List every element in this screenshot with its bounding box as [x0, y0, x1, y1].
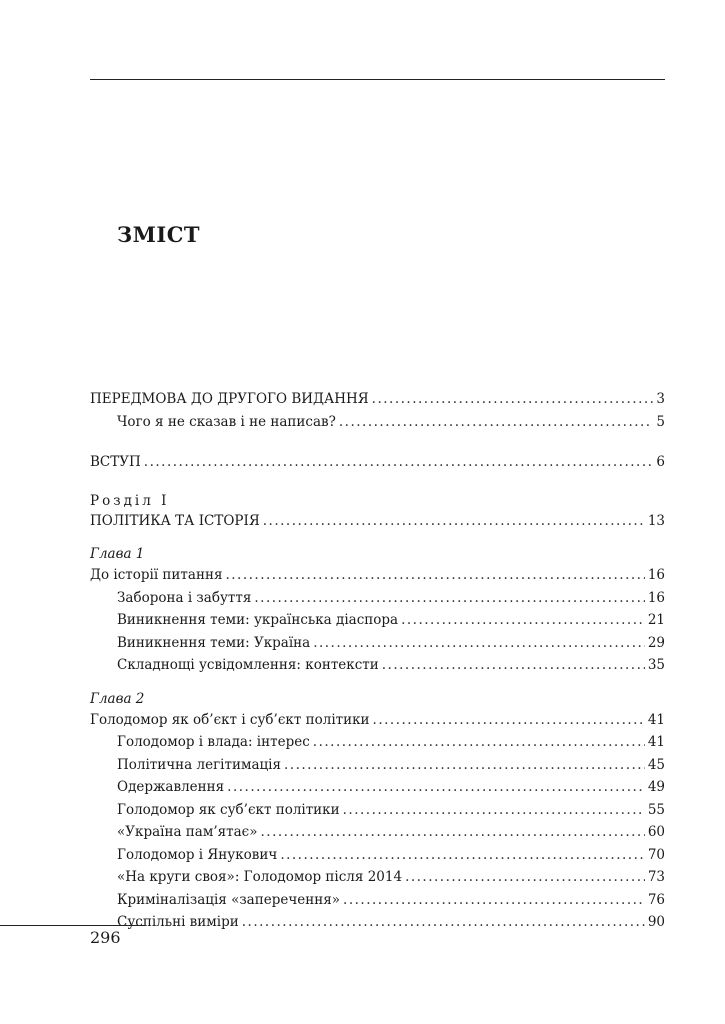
leader-dots: [263, 510, 645, 533]
toc-entry-page: 41: [647, 734, 665, 750]
toc-entry-title: ВСТУП: [90, 454, 141, 470]
toc-entry-page: 45: [647, 756, 665, 773]
toc-entry-page: 73: [647, 869, 665, 885]
leader-dots: [225, 564, 644, 587]
toc-entry-page: 3: [656, 391, 665, 407]
toc-entry-title: Суспільні виміри: [117, 914, 239, 930]
toc-entry-page: 21: [647, 612, 665, 628]
toc-entry[interactable]: [90, 632, 665, 655]
toc-entry-title: ПЕРЕДМОВА ДО ДРУГОГО ВИДАННЯ: [90, 391, 369, 407]
toc-entry-title: Одержавлення: [117, 779, 225, 795]
toc-entry[interactable]: [90, 844, 665, 867]
toc-entry-title: Криміналізація «заперечення»: [117, 891, 341, 908]
toc-entry-title: Голодомор і влада: інтерес: [117, 734, 310, 750]
leader-dots: [313, 731, 645, 754]
leader-dots: [382, 654, 645, 677]
leader-dots: [343, 799, 645, 822]
leader-dots: [343, 889, 645, 912]
leader-dots: [401, 609, 645, 632]
page-number: 296: [90, 928, 121, 947]
toc-entry[interactable]: [90, 889, 665, 912]
toc-entry-title: Виникнення теми: українська діаспора: [117, 612, 399, 628]
spacer: [90, 474, 665, 492]
toc-entry-section1[interactable]: [90, 510, 665, 533]
toc-entry-title: Голодомор як суб’єкт політики: [117, 801, 340, 818]
leader-dots: [372, 388, 654, 411]
toc-entry-page: 16: [647, 567, 665, 583]
leader-dots: [284, 754, 645, 777]
spacer: [90, 433, 665, 451]
toc-entry[interactable]: [90, 821, 665, 844]
page-title: ЗМІСТ: [117, 222, 201, 247]
leader-dots: [261, 821, 645, 844]
chapter-label: Глава 1: [90, 546, 145, 562]
leader-dots: [405, 866, 645, 889]
toc-entry-title: Заборона і забуття: [117, 589, 252, 606]
leader-dots: [280, 844, 645, 867]
toc-entry-title: «Україна пам’ятає»: [117, 824, 258, 840]
leader-dots: [227, 776, 645, 799]
toc-entry-page: 76: [647, 891, 665, 908]
toc-entry-title: Голодомор як об’єкт і суб’єкт політики: [90, 711, 370, 728]
toc-entry-title: ПОЛІТИКА ТА ІСТОРІЯ: [90, 512, 260, 529]
toc-entry-page: 5: [656, 413, 665, 430]
toc-entry[interactable]: [90, 731, 665, 754]
toc-entry-chapter1[interactable]: [90, 564, 665, 587]
leader-dots: [373, 709, 645, 732]
toc-entry[interactable]: [90, 911, 665, 934]
toc-entry-page: 13: [647, 512, 665, 529]
toc-entry-page: 60: [647, 824, 665, 840]
toc-entry[interactable]: [90, 587, 665, 610]
toc-entry-title: Складнощі усвідомлення: контексти: [117, 657, 379, 673]
toc-entry-chapter2[interactable]: [90, 709, 665, 732]
leader-dots: [339, 411, 654, 434]
toc-entry-page: 55: [647, 801, 665, 818]
toc-entry-page: 29: [647, 634, 665, 651]
table-of-contents: [90, 388, 665, 934]
toc-entry-title: «На круги своя»: Голодомор після 2014: [117, 869, 403, 885]
toc-entry-page: 90: [647, 914, 665, 930]
toc-entry-preface[interactable]: [90, 388, 665, 411]
leader-dots: [254, 587, 644, 610]
leader-dots: [242, 911, 645, 934]
toc-entry[interactable]: [90, 754, 665, 777]
spacer: [90, 677, 665, 689]
toc-entry-title: Голодомор і Янукович: [117, 846, 278, 863]
toc-entry-title: Виникнення теми: Україна: [117, 634, 311, 651]
chapter-label: Глава 2: [90, 690, 145, 707]
toc-entry[interactable]: [90, 654, 665, 677]
toc-entry-page: 6: [656, 454, 665, 470]
toc-entry-page: 41: [647, 711, 665, 728]
toc-entry[interactable]: [90, 866, 665, 889]
spacer: [90, 532, 665, 544]
toc-entry-preface-sub[interactable]: [90, 411, 665, 434]
toc-entry-page: 35: [647, 657, 665, 673]
toc-entry-page: 49: [647, 779, 665, 795]
top-rule: [90, 79, 665, 80]
section-label: Розділ І: [90, 492, 170, 509]
toc-entry-intro[interactable]: [90, 451, 665, 474]
toc-entry-title: До історії питання: [90, 567, 223, 583]
toc-entry[interactable]: [90, 776, 665, 799]
leader-dots: [313, 632, 645, 655]
leader-dots: [144, 451, 654, 474]
toc-entry-title: Чого я не сказав і не написав?: [117, 413, 336, 430]
toc-entry-page: 16: [647, 589, 665, 606]
footer-rule: [0, 925, 145, 926]
toc-entry[interactable]: [90, 799, 665, 822]
toc-entry-title: Політична легітимація: [117, 756, 282, 773]
toc-entry[interactable]: [90, 609, 665, 632]
toc-entry-page: 70: [647, 846, 665, 863]
